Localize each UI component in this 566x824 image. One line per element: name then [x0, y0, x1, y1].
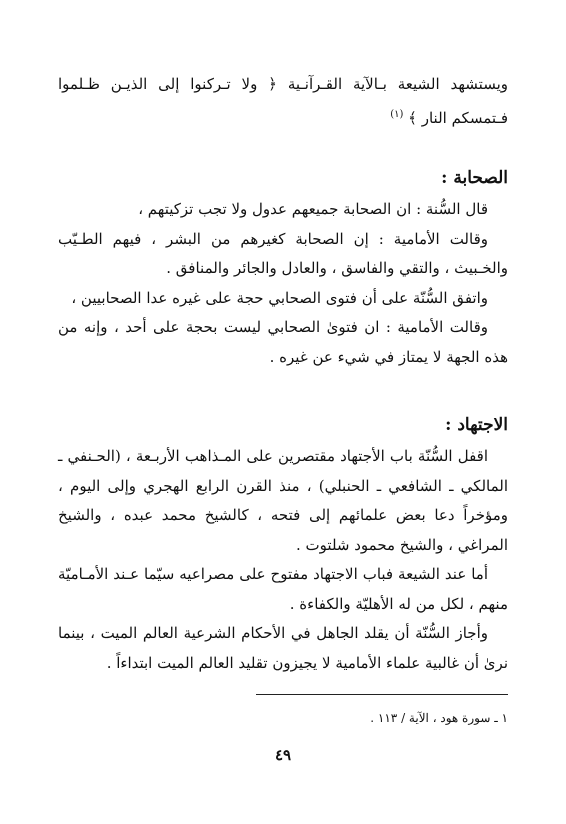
- paragraph: اقفل السُّنّة باب الأجتهاد مقتصرين على المـذاهب الأربـعة ، (الحـنفي ـ المالكي ـ الشافعي ـ الحنبلي) ، منذ القرن الرابع الهجري وإلى اليوم ، ومؤخراً دعا بعض علمائهم إلى فتحه ، كالشيخ محمد عبده ، والشيخ المراغي ، والشيخ محمود شلتوت .: [58, 447, 508, 554]
- paragraph: قال السُّنة : ان الصحابة جميعهم عدول ولا تجب تزكيتهم ،: [138, 200, 488, 218]
- footnote: [58, 708, 508, 728]
- section-ijtihad: [58, 442, 508, 678]
- section-heading-ijtihad: الاجتهاد :: [445, 415, 508, 435]
- footnote-marker: (١): [390, 108, 404, 120]
- page-number: ٤٩: [274, 746, 292, 764]
- section-sahaba: [58, 195, 508, 372]
- paragraph: وأجاز السُّنّة أن يقلد الجاهل في الأحكام الشرعية العالم الميت ، بينما نرىٰ أن غالبية علماء الأمامية لا يجيزون تقليد العالم الميت ابتداءاً .: [58, 624, 508, 672]
- paragraph: أما عند الشيعة فباب الاجتهاد مفتوح على مصراعيه سيّما عـند الأمـاميّة منهم ، لكل من له الأهليّة والكفاءة .: [58, 565, 508, 613]
- footnote-text: ١ ـ سورة هود ، الآية / ١١٣ .: [370, 711, 508, 725]
- paragraph: واتفق السُّنّة على أن فتوى الصحابي حجة على غيره عدا الصحابيين ،: [71, 288, 488, 307]
- section-heading-sahaba: الصحابة :: [441, 168, 508, 188]
- paragraph: وقالت الأمامية : ان فتوىٰ الصحابي ليست بحجة على أحد ، وإنه من هذه الجهة لا يمتاز في شيء عن غيره .: [58, 318, 508, 366]
- page-body: [58, 70, 508, 678]
- intro-text: ويستشهد الشيعة بـالآية القـرآنـية ﴿ ولا تـركنوا إلى الذيـن ظـلموا فـتمسكم النار ﴾: [58, 75, 508, 127]
- footnote-divider: [256, 694, 508, 695]
- paragraph: وقالت الأمامية : إن الصحابة كغيرهم من البشر ، فيهم الطـيّب والخـبيث ، والتقي والفاسق ، والعادل والجائر والمنافق .: [58, 229, 508, 277]
- intro-paragraph: [58, 70, 508, 133]
